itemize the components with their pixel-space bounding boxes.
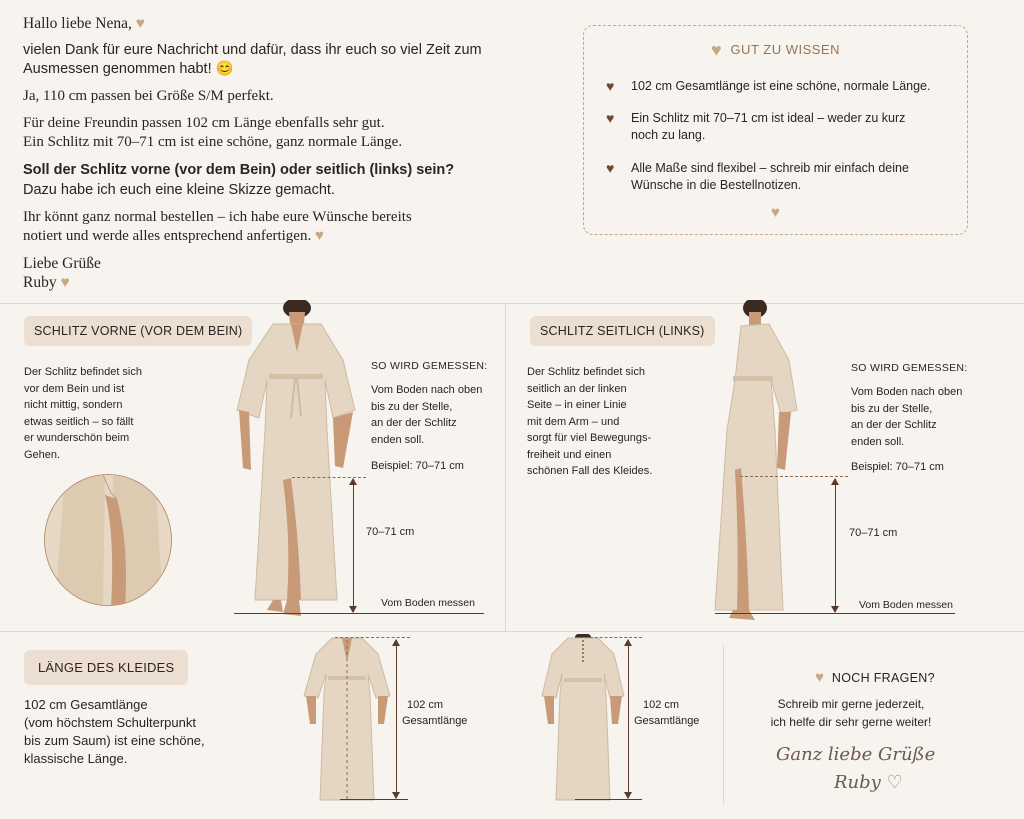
divider (505, 303, 506, 631)
slit-detail-illustration (45, 475, 172, 606)
front-title: SCHLITZ VORNE (VOR DEM BEIN) (24, 316, 252, 346)
letter-p5: Ihr könnt ganz normal bestellen – ich habe eure Wünsche bereits notiert und werde alles entsprechend anfertigen. ♥ (23, 209, 412, 244)
slit-marker-line (740, 476, 848, 477)
letter-p4: Soll der Schlitz vorne (vor dem Bein) oder seitlich (links) sein? Dazu habe ich euch eine kleine Skizze gemacht. (23, 162, 455, 198)
floor-line (234, 613, 484, 614)
arrow-up-icon (624, 639, 632, 646)
divider (0, 303, 1024, 304)
info-item: ♥ Alle Maße sind flexibel – schreib mir einfach deine Wünsche in die Bestellnotizen. (606, 160, 909, 192)
heart-icon: ♥ (135, 15, 145, 32)
heart-icon: ♥ (314, 228, 324, 244)
dress-side-model (705, 300, 805, 625)
side-example: Beispiel: 70–71 cm (851, 461, 944, 473)
dimension-line (353, 479, 354, 612)
divider (0, 631, 1024, 632)
side-desc: Der Schlitz befindet sich seitlich an der linken Seite – in einer Linie mit dem Arm – und sorgt für viel Bewegungs- freiheit und einen schönen Fall des Kleides. (527, 366, 653, 477)
dress-back-full (538, 634, 628, 802)
arrow-down-icon (392, 792, 400, 799)
heart-icon: ♥ (606, 160, 615, 176)
dimension-line (835, 479, 836, 612)
top-marker-line (575, 637, 642, 638)
front-example: Beispiel: 70–71 cm (371, 460, 464, 472)
floor-line (340, 799, 408, 800)
info-item: ♥ 102 cm Gesamtlänge ist eine schöne, normale Länge. (606, 78, 931, 94)
questions-text: Schreib mir gerne jederzeit, ich helfe dir sehr gerne weiter! (770, 697, 932, 729)
arrow-down-icon (831, 606, 839, 613)
heart-icon: ♥ (606, 78, 615, 94)
heart-icon: ♥ (606, 110, 615, 126)
side-dim-label: 70–71 cm (849, 527, 898, 539)
divider (723, 645, 724, 805)
dimension-line (396, 640, 397, 798)
front-measure-text: Vom Boden nach oben bis zu der Stelle, an der der Schlitz enden soll. (371, 384, 483, 446)
heart-icon: ♥ (60, 274, 70, 291)
side-measure-title: SO WIRD GEMESSEN: (851, 362, 968, 374)
arrow-up-icon (831, 478, 839, 485)
front-floor-label: Vom Boden messen (381, 597, 475, 609)
front-dim-label: 70–71 cm (366, 526, 415, 538)
dress-front-model (225, 300, 365, 625)
info-item: ♥ Ein Schlitz mit 70–71 cm ist ideal – weder zu kurz noch zu lang. (606, 110, 906, 142)
letter (23, 14, 493, 294)
questions-title: ♥ NOCH FRAGEN? (815, 669, 935, 686)
top-marker-line (335, 637, 410, 638)
length-dim-a: 102 cm (407, 699, 444, 711)
arrow-up-icon (392, 639, 400, 646)
side-floor-label: Vom Boden messen (859, 599, 953, 611)
letter-p2: Ja, 110 cm passen bei Größe S/M perfekt. (23, 88, 274, 104)
floor-line (575, 799, 642, 800)
letter-p3: Für deine Freundin passen 102 cm Länge ebenfalls sehr gut. Ein Schlitz mit 70–71 cm ist eine schöne, ganz normale Länge. (23, 115, 403, 150)
length-title: LÄNGE DES KLEIDES (24, 650, 188, 685)
letter-p1: vielen Dank für eure Nachricht und dafür, dass ihr euch so viel Zeit zum Ausmessen genommen habt! 😊 (23, 42, 482, 77)
arrow-down-icon (624, 792, 632, 799)
info-box (583, 25, 968, 235)
heart-icon: ♥ (815, 669, 825, 686)
heart-icon: ♥ (771, 204, 780, 221)
heart-icon: ♥ (711, 40, 723, 60)
letter-closing: Liebe Grüße Ruby ♥ (23, 255, 101, 291)
signature-greeting: Ganz liebe Grüße (776, 744, 936, 765)
length-dim-b: Gesamtlänge (634, 715, 700, 727)
side-measure-text: Vom Boden nach oben bis zu der Stelle, an der der Schlitz enden soll. (851, 386, 963, 448)
signature-name: Ruby ♡ (834, 772, 903, 793)
letter-greeting: Hallo liebe Nena, ♥ (23, 15, 145, 32)
arrow-down-icon (349, 606, 357, 613)
info-title: ♥ GUT ZU WISSEN (711, 40, 840, 60)
side-title: SCHLITZ SEITLICH (LINKS) (530, 316, 715, 346)
dress-front-full (302, 634, 392, 802)
length-dim-a: 102 cm (643, 699, 680, 711)
dimension-line (628, 640, 629, 798)
front-desc: Der Schlitz befindet sich vor dem Bein und ist nicht mittig, sondern etwas seitlich – so fällt er wunderschön beim Gehen. (24, 366, 142, 461)
length-desc: 102 cm Gesamtlänge (vom höchstem Schulterpunkt bis zum Saum) ist eine schöne, klassische Länge. (24, 697, 205, 766)
length-dim-b: Gesamtlänge (402, 715, 468, 727)
detail-circle (44, 474, 172, 606)
arrow-up-icon (349, 478, 357, 485)
front-measure-title: SO WIRD GEMESSEN: (371, 360, 488, 372)
